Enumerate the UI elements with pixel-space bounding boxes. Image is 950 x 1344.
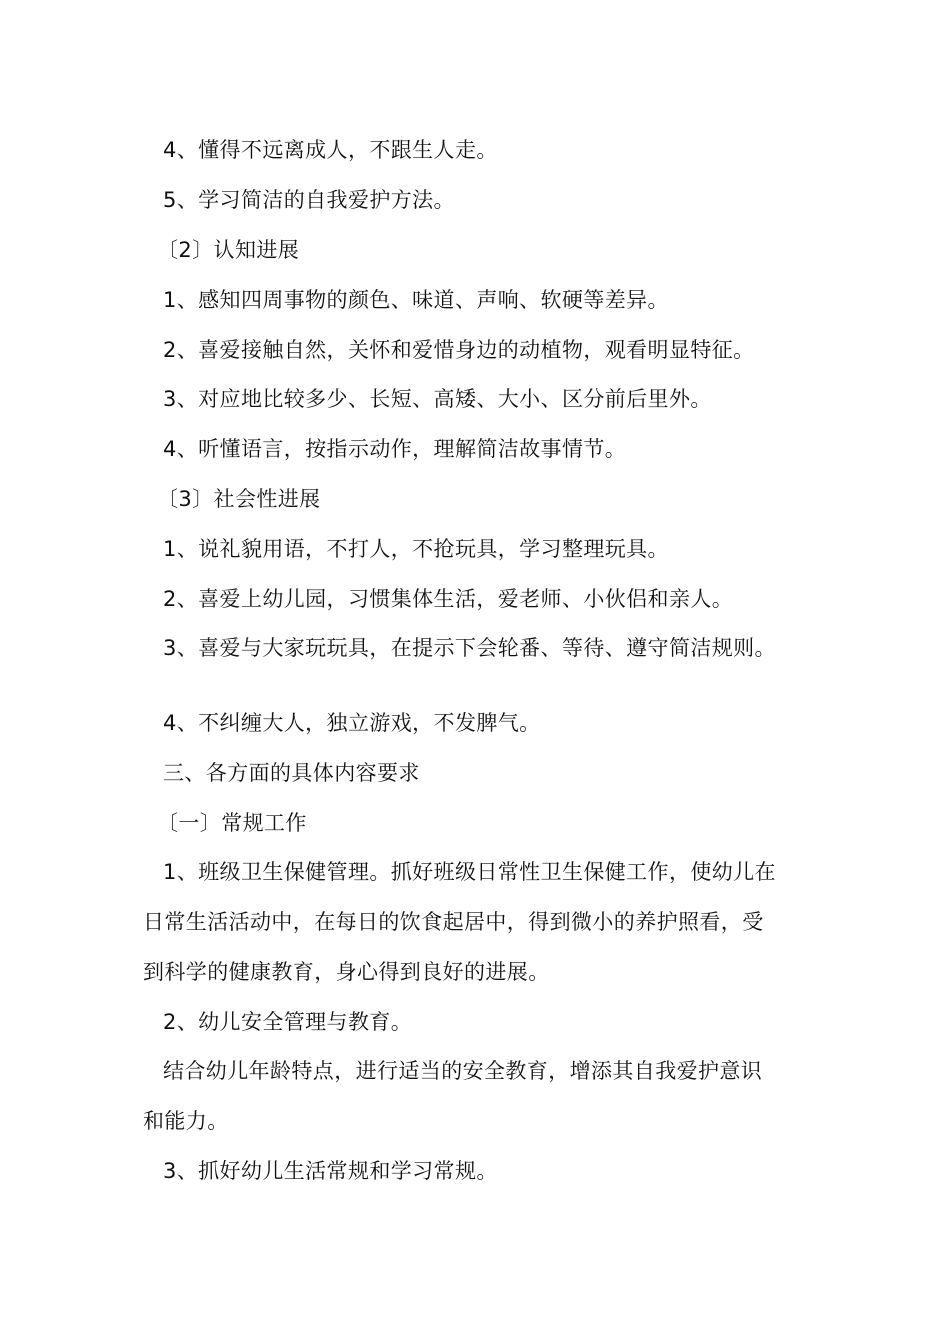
section-heading: 三、各方面的具体内容要求 (163, 761, 420, 785)
list-item: 4、不纠缠大人，独立游戏，不发脾气。 (163, 711, 541, 735)
list-item: 1、说礼貌用语，不打人，不抢玩具，学习整理玩具。 (163, 537, 669, 561)
paragraph-line: 日常生活活动中，在每日的饮食起居中，得到微小的养护照看，受 (143, 910, 764, 934)
list-item: 3、对应地比较多少、长短、高矮、大小、区分前后里外。 (163, 387, 712, 411)
list-item: 4、懂得不远离成人，不跟生人走。 (163, 138, 498, 162)
paragraph-line: 到科学的健康教育，身心得到良好的进展。 (143, 960, 550, 984)
section-heading: 〔2〕认知进展 (157, 238, 300, 262)
list-item: 2、幼儿安全管理与教育。 (163, 1010, 413, 1034)
section-heading: 〔一〕常规工作 (157, 811, 307, 835)
list-item: 3、喜爱与大家玩玩具，在提示下会轮番、等待、遵守简洁规则。 (163, 636, 776, 660)
list-item: 2、喜爱接触自然，关怀和爱惜身边的动植物，观看明显特征。 (163, 338, 755, 362)
list-item: 1、感知四周事物的颜色、味道、声响、软硬等差异。 (163, 288, 669, 312)
section-heading: 〔3〕社会性进展 (157, 487, 321, 511)
list-item: 5、学习简洁的自我爱护方法。 (163, 188, 455, 212)
list-item: 3、抓好幼儿生活常规和学习常规。 (163, 1159, 498, 1183)
list-item: 4、听懂语言，按指示动作，理解简洁故事情节。 (163, 437, 627, 461)
paragraph-line: 1、班级卫生保健管理。抓好班级日常性卫生保健工作，使幼儿在 (163, 860, 776, 884)
paragraph-line: 和能力。 (143, 1109, 229, 1133)
paragraph-line: 结合幼儿年龄特点，进行适当的安全教育，增添其自我爱护意识 (163, 1059, 763, 1083)
list-item: 2、喜爱上幼儿园，习惯集体生活，爱老师、小伙侣和亲人。 (163, 587, 734, 611)
